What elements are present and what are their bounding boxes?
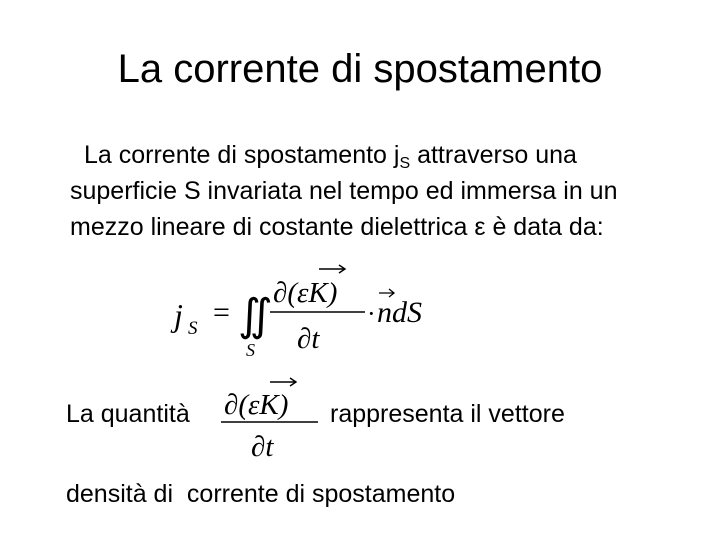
represents-text: rappresenta il vettore [330,400,565,428]
slide-title: La corrente di spostamento [117,47,603,91]
paragraph-subscript: S [399,155,411,172]
numerator-text: ∂(εK) [273,277,338,309]
equation-lhs: j [174,297,183,333]
dot-product: · [367,299,376,328]
fraction-numerator-text: ∂(εK) [224,389,289,421]
displacement-current-equation [160,260,460,365]
fraction-vector-arrow-k [270,378,296,386]
paragraph-text-before: La corrente di spostamento j [84,141,400,169]
equation-denominator: ∂t [297,323,320,355]
equation-tail: ndS [377,296,422,329]
fraction-numerator [224,378,296,421]
quantity-fraction [218,376,328,464]
vector-arrow-k [319,265,345,273]
integral-subscript: S [246,340,255,360]
equation-equals: = [213,296,230,329]
equation-lhs-subscript: S [188,318,198,339]
double-integral-symbol: ∬ [238,291,273,340]
paragraph-text-after: attraverso una superficie S invariata nel tempo ed immersa in un mezzo lineare di costante dielettrica ε è data da: [70,141,618,241]
conclusion-text: densità di corrente di spostamento [66,480,456,508]
equation-numerator [273,265,345,309]
quantity-label: La quantità [66,400,190,428]
definition-paragraph [70,137,690,245]
fraction-denominator: ∂t [251,431,274,463]
